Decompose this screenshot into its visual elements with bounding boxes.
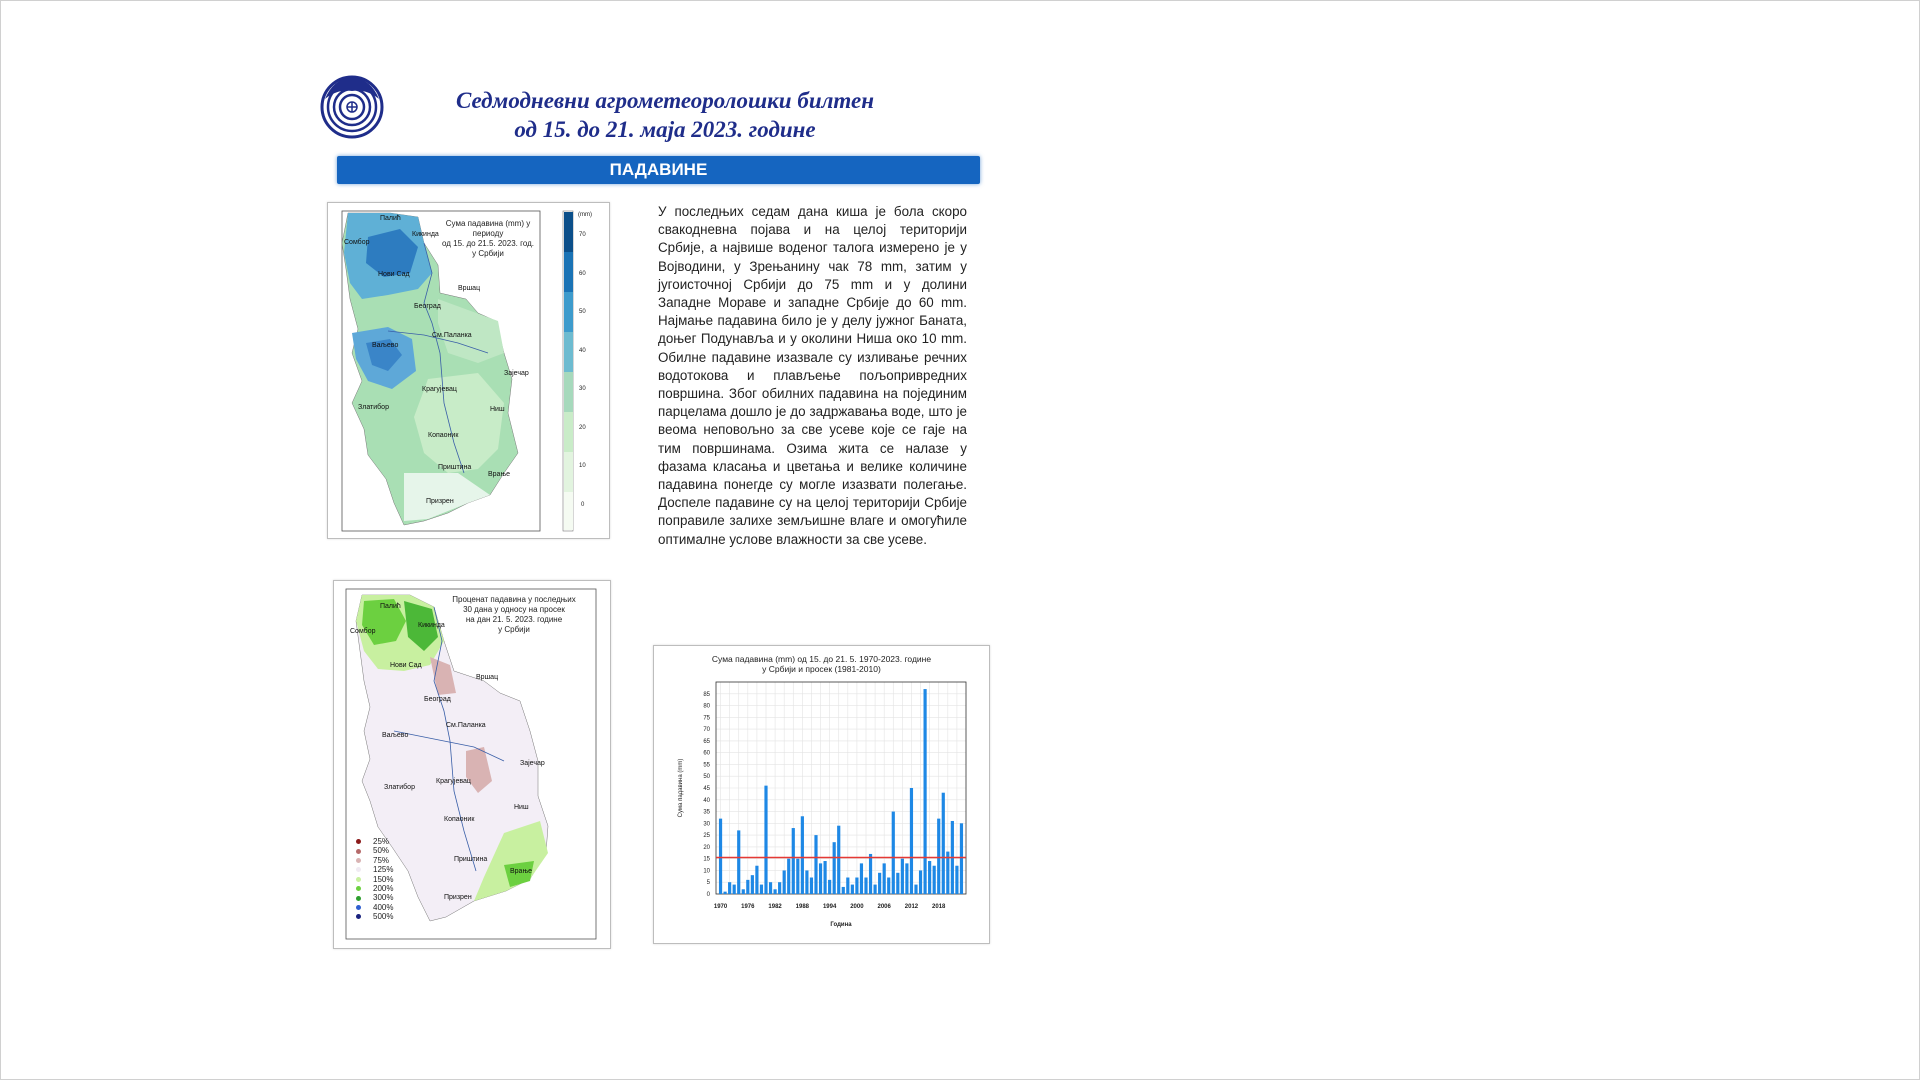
legend-item-25 xyxy=(356,837,393,846)
bar-2015 xyxy=(924,689,927,894)
map1-city-3: Нови Сад xyxy=(378,271,410,278)
bar-2017 xyxy=(933,866,936,894)
map2-city-3: Нови Сад xyxy=(390,662,422,669)
map2-city-14: Врање xyxy=(510,868,533,875)
bar-1972 xyxy=(728,882,731,894)
x-axis-label: Година xyxy=(830,922,852,928)
map1-city-15: Призрен xyxy=(426,498,454,505)
map2-city-6: Ваљево xyxy=(382,732,409,739)
x-tick-label: 1970 xyxy=(713,904,728,910)
bar-1983 xyxy=(778,882,781,894)
bar-1975 xyxy=(742,889,745,894)
precipitation-percent-map xyxy=(333,580,611,949)
map1-title: Сума падавина (mm) у периоду од 15. до 21.5. 2023. год. у Србији xyxy=(441,219,534,258)
legend-item-400 xyxy=(356,903,393,912)
legend-label: 150% xyxy=(373,874,394,884)
map2-city-10: Златибор xyxy=(384,784,415,791)
bar-2008 xyxy=(892,812,895,894)
y-tick-label: 5 xyxy=(706,880,710,887)
legend-item-75 xyxy=(356,856,393,865)
bar-2022 xyxy=(955,866,958,894)
map2-city-4: Вршац xyxy=(476,674,499,681)
legend-swatch xyxy=(356,896,361,901)
map2-city-5: Београд xyxy=(424,696,451,703)
legend-swatch xyxy=(356,914,361,919)
map1-city-13: Приштина xyxy=(438,464,472,471)
legend-swatch xyxy=(356,849,361,854)
map2-title: Проценат падавина у последњих 30 дана у односу на просек на дан 21. 5. 2023. године у Србији xyxy=(452,595,576,634)
y-tick-label: 85 xyxy=(703,691,710,698)
map1-scale-tick-20: 20 xyxy=(579,425,586,431)
legend-swatch xyxy=(356,886,361,891)
x-tick-label: 1988 xyxy=(795,904,810,910)
bar-2006 xyxy=(883,863,886,894)
bar-1994 xyxy=(828,880,831,894)
bar-1996 xyxy=(837,826,840,894)
x-tick-label: 2012 xyxy=(904,904,919,910)
bar-1985 xyxy=(787,859,790,894)
map2-city-0: Палић xyxy=(380,603,401,610)
bar-1988 xyxy=(801,816,804,894)
bar-2016 xyxy=(928,861,931,894)
bar-1976 xyxy=(746,880,749,894)
legend-item-200 xyxy=(356,884,393,893)
bar-1981 xyxy=(769,882,772,894)
legend-item-300 xyxy=(356,893,393,902)
precipitation-description: У последњих седам дана киша је бола скоро свакодневна појава и на целој територији Србије, а највише воденог талога измерено је у Војводини, у Зрењанину чак 78 mm, затим у југоисточној Србији до 75 mm и у долини Западне Мораве и западне Србије до 60 mm. Најмање падавина било је у делу јужног Баната, доњег Подунавља и у околини Ниша око 10 mm. Обилне падавине изазвале су изливање речних водотокова и плављење пољопривредних површина. Због обилних падавина на појединим парцелама дошло је до задржавања воде, што је веома неповољно за све усеве које се гаје на тим површинама. Озима жита се налазе у фазама класања и цветања и велике количине падавина понегде су могле изазвати полегање. Доспеле падавине су на целој територији Србије поправиле залихе земљишне влаге и омогућиле оптималне услове влажности за све усеве. xyxy=(658,204,967,547)
bar-1977 xyxy=(751,875,754,894)
map2-city-2: Кикинда xyxy=(418,622,445,629)
legend-label: 300% xyxy=(373,893,394,903)
map1-city-8: Зајечар xyxy=(504,370,529,377)
bar-1980 xyxy=(764,786,767,894)
map1-city-6: Ваљево xyxy=(372,342,399,349)
x-tick-label: 1994 xyxy=(822,904,837,910)
map1-city-4: Вршац xyxy=(458,285,481,292)
y-tick-label: 60 xyxy=(703,750,710,757)
y-tick-label: 20 xyxy=(703,844,710,851)
bar-2014 xyxy=(919,870,922,894)
bar-2013 xyxy=(914,885,917,894)
y-tick-label: 0 xyxy=(706,892,710,898)
legend-label: 50% xyxy=(373,846,390,856)
legend-swatch xyxy=(356,905,361,910)
bar-1973 xyxy=(733,885,736,894)
bar-2005 xyxy=(878,873,881,894)
y-tick-label: 80 xyxy=(703,703,710,710)
y-tick-label: 50 xyxy=(703,774,710,781)
bar-1991 xyxy=(814,835,817,894)
y-tick-label: 30 xyxy=(703,821,710,828)
map1-city-14: Врање xyxy=(488,471,511,478)
y-tick-label: 25 xyxy=(703,833,710,840)
map2-city-7: См.Паланка xyxy=(446,722,486,729)
bar-1997 xyxy=(842,887,845,894)
precipitation-history-chart xyxy=(653,645,990,944)
legend-swatch xyxy=(356,867,361,872)
bar-1998 xyxy=(846,878,849,894)
map1-city-2: Сомбор xyxy=(344,239,370,246)
map2-city-1: Сомбор xyxy=(350,628,376,635)
chart-plot xyxy=(654,646,989,943)
bar-2002 xyxy=(864,878,867,894)
bar-2012 xyxy=(910,788,913,894)
bulletin-title xyxy=(405,86,925,144)
bar-1987 xyxy=(796,859,799,894)
bar-1984 xyxy=(783,870,786,894)
bar-1974 xyxy=(737,830,740,894)
bar-1999 xyxy=(851,885,854,894)
y-tick-label: 45 xyxy=(703,786,710,792)
y-tick-label: 65 xyxy=(703,738,710,745)
map2-city-8: Зајечар xyxy=(520,760,545,767)
y-tick-label: 35 xyxy=(703,809,710,816)
x-tick-label: 2018 xyxy=(932,904,946,910)
bar-1979 xyxy=(760,885,763,894)
bar-1971 xyxy=(724,892,727,894)
map1-city-12: Копаоник xyxy=(428,432,459,439)
map1-city-10: Златибор xyxy=(358,404,389,411)
rhmz-logo xyxy=(319,73,385,143)
legend-label: 125% xyxy=(373,865,394,875)
map2-city-15: Призрен xyxy=(444,894,472,901)
map1-city-5: Београд xyxy=(414,303,441,310)
map1-city-0: Палић xyxy=(380,215,401,222)
y-tick-label: 70 xyxy=(703,727,710,734)
y-tick-label: 15 xyxy=(703,856,710,863)
legend-swatch xyxy=(356,858,361,863)
map1-city-11: Ниш xyxy=(490,406,505,413)
y-axis-label: Сума падавина (mm) xyxy=(678,758,684,818)
bar-2019 xyxy=(942,793,945,894)
map1-scale-tick-10: 10 xyxy=(579,463,586,469)
legend-item-125 xyxy=(356,865,393,874)
map1-scale-tick-70: 70 xyxy=(579,232,586,238)
y-tick-label: 75 xyxy=(703,715,710,722)
bar-1986 xyxy=(792,828,795,894)
bar-1995 xyxy=(833,842,836,894)
x-tick-label: 2006 xyxy=(877,904,891,910)
legend-item-500 xyxy=(356,912,393,921)
legend-swatch xyxy=(356,839,361,844)
x-tick-label: 1982 xyxy=(768,904,782,910)
legend-label: 500% xyxy=(373,912,394,922)
bar-2003 xyxy=(869,854,872,894)
bar-2004 xyxy=(874,885,877,894)
legend-item-150 xyxy=(356,875,393,884)
bar-1993 xyxy=(824,861,827,894)
bar-2023 xyxy=(960,823,963,894)
map1-scale-tick-40: 40 xyxy=(579,348,586,354)
map2-city-9: Крагујевац xyxy=(436,778,471,785)
bar-1982 xyxy=(774,889,777,894)
bar-1978 xyxy=(755,866,758,894)
bar-2011 xyxy=(905,863,908,894)
legend-item-50 xyxy=(356,846,393,855)
bar-2001 xyxy=(860,863,863,894)
bar-2009 xyxy=(896,873,899,894)
bar-2010 xyxy=(901,859,904,894)
map1-scale-tick-60: 60 xyxy=(579,271,586,277)
legend-label: 25% xyxy=(373,837,390,846)
map1-scale-unit: (mm) xyxy=(578,212,592,218)
map2-city-13: Приштина xyxy=(454,856,488,863)
x-tick-label: 1976 xyxy=(741,904,755,910)
map2-city-12: Копаоник xyxy=(444,816,475,823)
map1-city-7: См.Паланка xyxy=(432,332,472,339)
legend-label: 75% xyxy=(373,855,390,865)
y-tick-label: 55 xyxy=(703,762,710,769)
bar-1989 xyxy=(805,870,808,894)
y-tick-label: 10 xyxy=(703,868,710,875)
bar-1992 xyxy=(819,863,822,894)
bar-1970 xyxy=(719,819,722,894)
legend-label: 400% xyxy=(373,902,394,912)
map2-city-11: Ниш xyxy=(514,804,529,811)
title-line-1: Седмодневни агрометеоролошки билтен xyxy=(456,88,874,113)
map1-scale-tick-0: 0 xyxy=(581,502,585,508)
precipitation-sum-map xyxy=(327,202,610,539)
bar-2007 xyxy=(887,878,890,894)
map2-legend xyxy=(356,837,393,922)
legend-label: 200% xyxy=(373,884,394,894)
y-tick-label: 40 xyxy=(703,797,710,804)
section-header: ПАДАВИНЕ xyxy=(337,156,980,184)
bar-1990 xyxy=(810,878,813,894)
bar-2018 xyxy=(937,819,940,894)
map1-city-1: Кикинда xyxy=(412,231,439,238)
x-tick-label: 2000 xyxy=(850,904,864,910)
map1-scale-tick-30: 30 xyxy=(579,386,586,392)
legend-swatch xyxy=(356,877,361,882)
map1-city-9: Крагујевац xyxy=(422,386,457,393)
chart-title: Сума падавина (mm) од 15. до 21. 5. 1970-2023. године у Србији и просек (1981-2010) xyxy=(711,654,932,674)
bar-2000 xyxy=(855,878,858,894)
map1-scale-tick-50: 50 xyxy=(579,309,586,315)
title-line-2: од 15. до 21. маја 2023. године xyxy=(514,117,816,142)
